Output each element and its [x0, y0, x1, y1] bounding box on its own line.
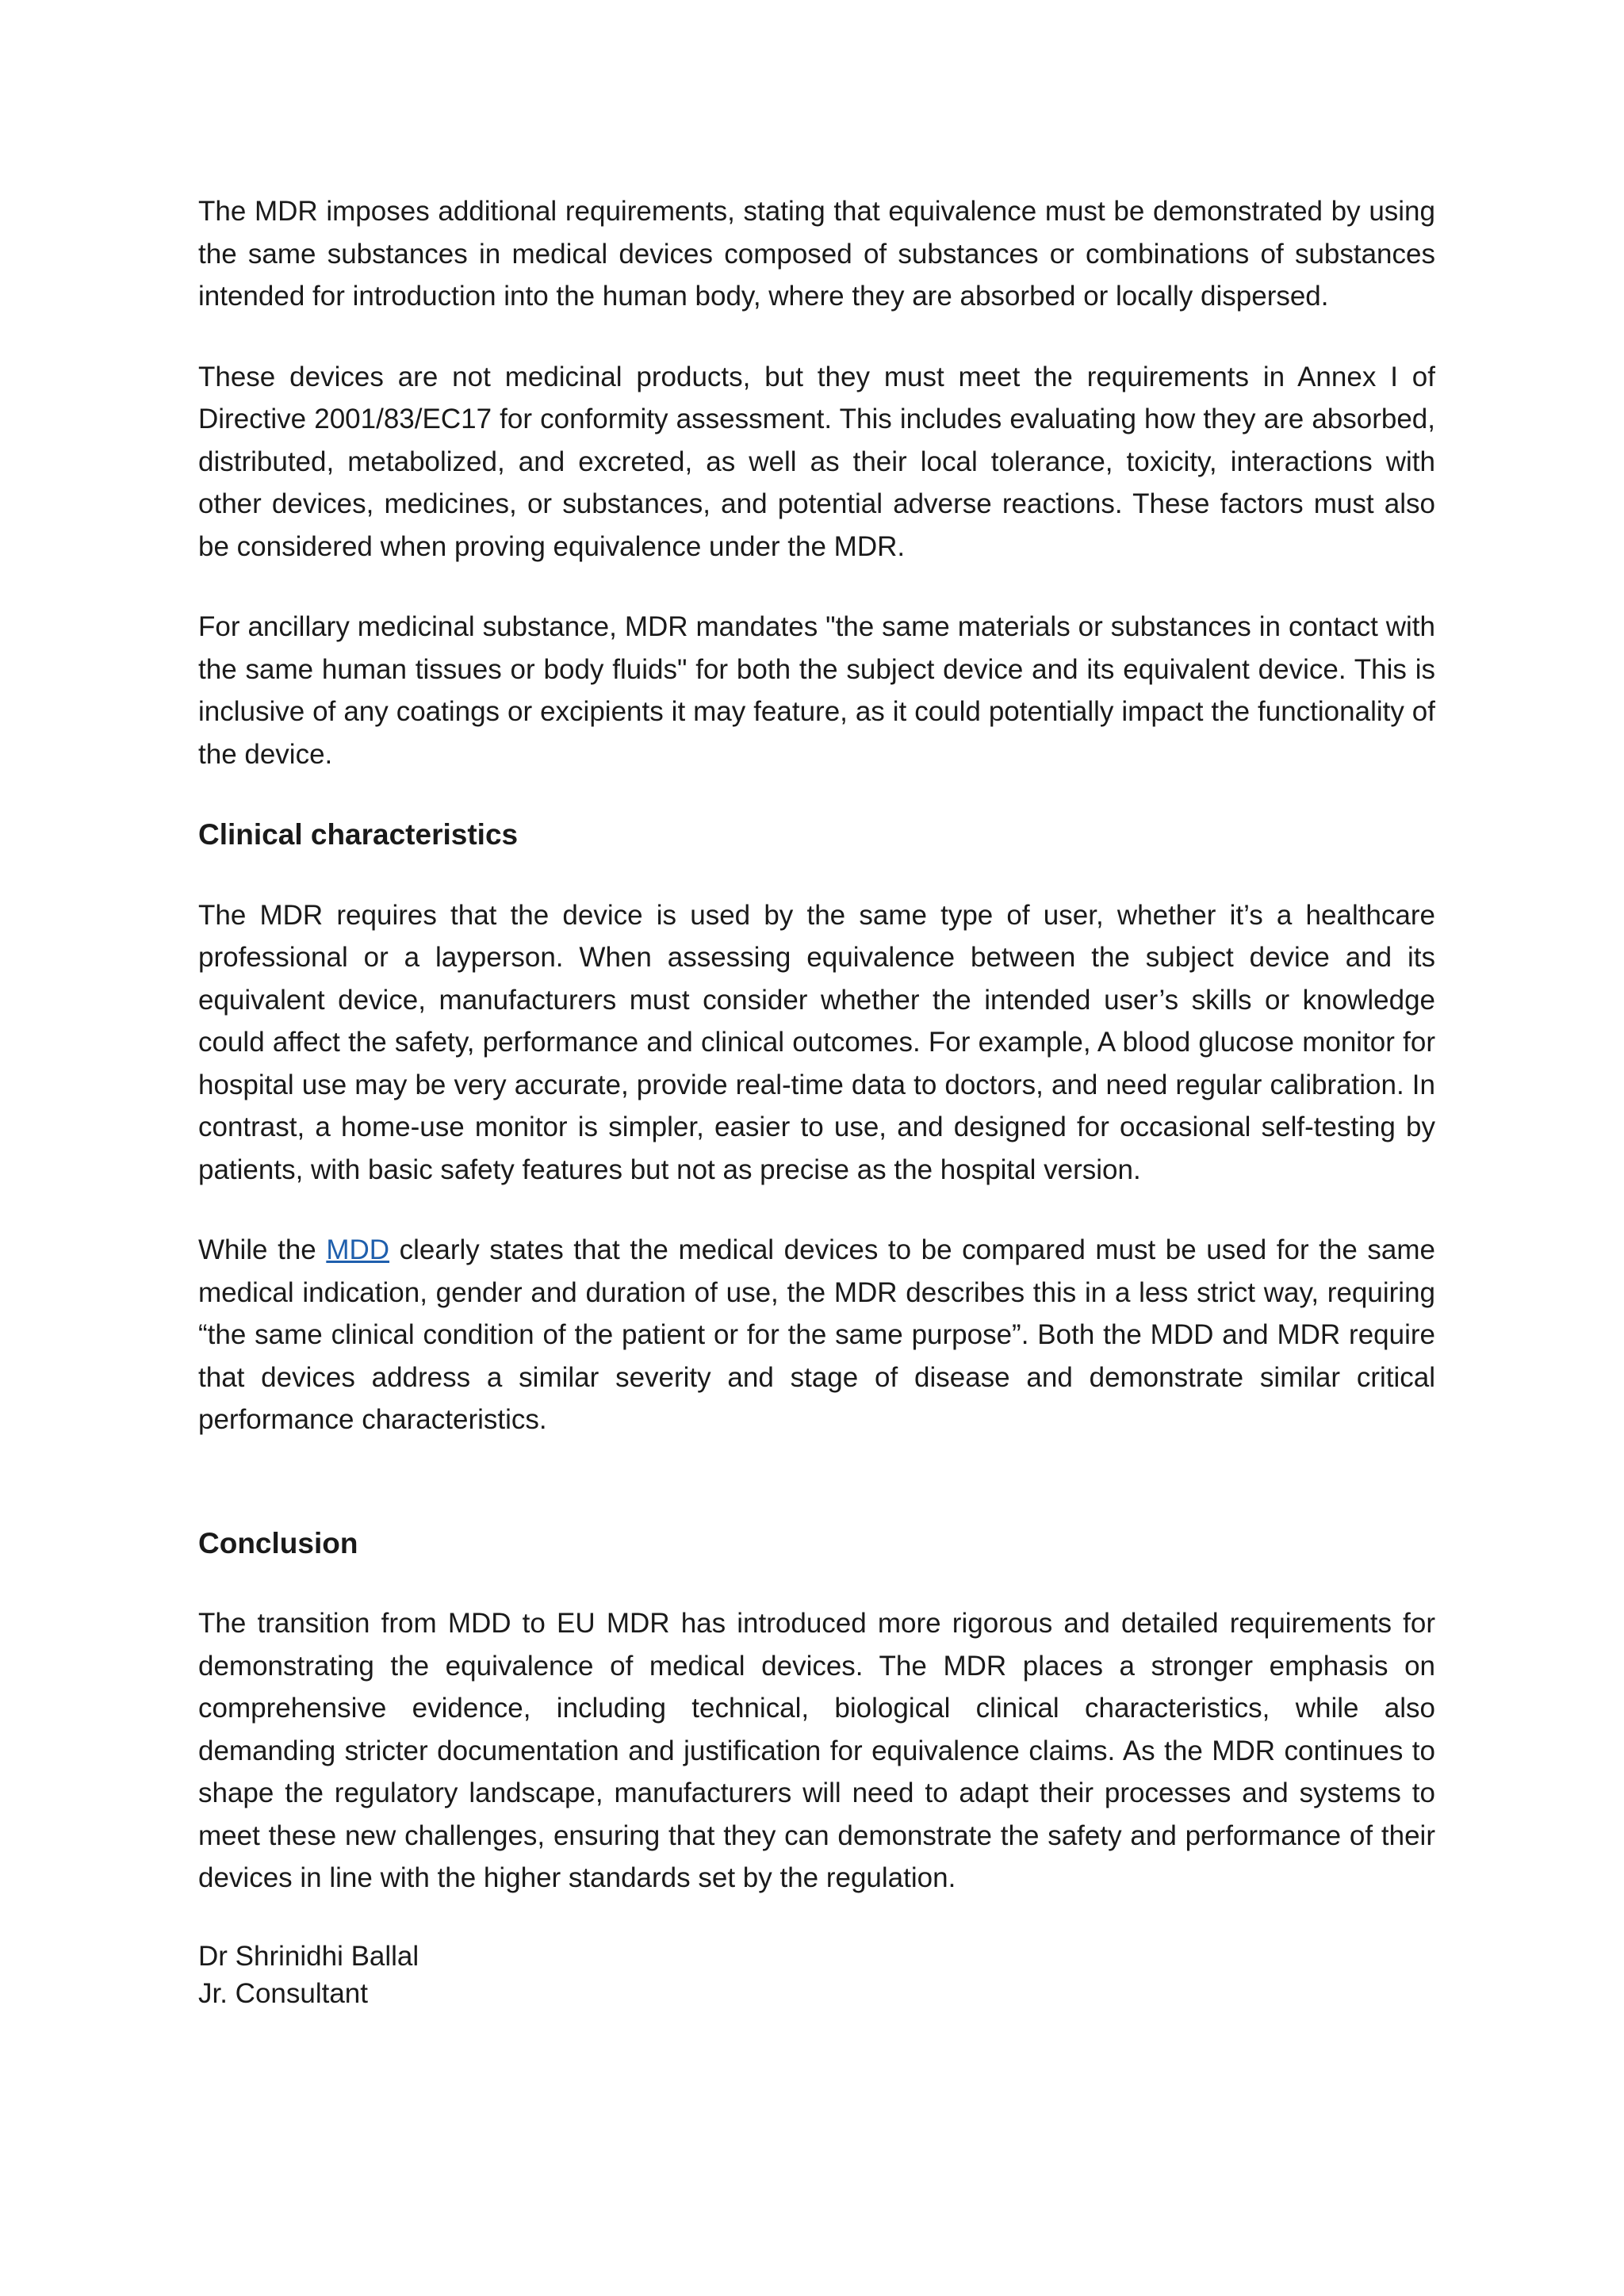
signature-block	[198, 1938, 1435, 2012]
paragraph-user-type: The MDR requires that the device is used by the same type of user, whether it’s a healthcare professional or a layperson. When assessing equivalence between the subject device and its equivalent device, manufacturers must consider whether the intended user’s skills or knowledge could affect the safety, performance and clinical outcomes. For example, A blood glucose monitor for hospital use may be very accurate, provide real-time data to doctors, and need regular calibration. In contrast, a home-use monitor is simpler, easier to use, and designed for occasional self-testing by patients, with basic safety features but not as precise as the hospital version.	[198, 899, 1435, 1185]
paragraph-ancillary-substance: For ancillary medicinal substance, MDR mandates "the same materials or substances in contact with the same human tissues or body fluids" for both the subject device and its equivalent device. This is inclusive of any coatings or excipients it may feature, as it could potentially impact the functionality of the device.	[198, 611, 1435, 770]
paragraph-mdd-suffix: clearly states that the medical devices to be compared must be used for the same medical indication, gender and duration of use, the MDR describes this in a less strict way, requiring “the same clinical condition of the patient or for the same purpose”. Both the MDD and MDR require that devices address a similar severity and stage of disease and demonstrate similar critical performance characteristics.	[198, 1234, 1436, 1435]
paragraph-substances: The MDR imposes additional requirements, stating that equivalence must be demonstrated by using the same substances in medical devices composed of substances or combinations of substances intended for introduction into the human body, where they are absorbed or locally dispersed.	[198, 196, 1435, 312]
document-page	[198, 190, 1435, 2012]
mdd-link[interactable]: MDD	[326, 1234, 390, 1265]
paragraph-mdd-comparison	[198, 1229, 1435, 1441]
heading-clinical-characteristics: Clinical characteristics	[198, 818, 519, 851]
paragraph-medicinal-products: These devices are not medicinal products, but they must meet the requirements in Annex I of Directive 2001/83/EC17 for conformity assessment. This includes evaluating how they are absorbed, distributed, metabolized, and excreted, as well as their local tolerance, toxicity, interactions with other devices, medicines, or substances, and potential adverse reactions. These factors must also be considered when proving equivalence under the MDR.	[198, 361, 1435, 562]
signature-name: Dr Shrinidhi Ballal	[198, 1940, 419, 1972]
signature-title: Jr. Consultant	[198, 1977, 368, 2009]
heading-conclusion: Conclusion	[198, 1526, 358, 1559]
paragraph-mdd-prefix: While the	[198, 1234, 327, 1265]
paragraph-conclusion: The transition from MDD to EU MDR has introduced more rigorous and detailed requirements for demonstrating the equivalence of medical devices. The MDR places a stronger emphasis on comprehensive evidence, including technical, biological clinical characteristics, while also demanding stricter documentation and justification for equivalence claims. As the MDR continues to shape the regulatory landscape, manufacturers will need to adapt their processes and systems to meet these new challenges, ensuring that they can demonstrate the safety and performance of their devices in line with the higher standards set by the regulation.	[198, 1608, 1435, 1893]
